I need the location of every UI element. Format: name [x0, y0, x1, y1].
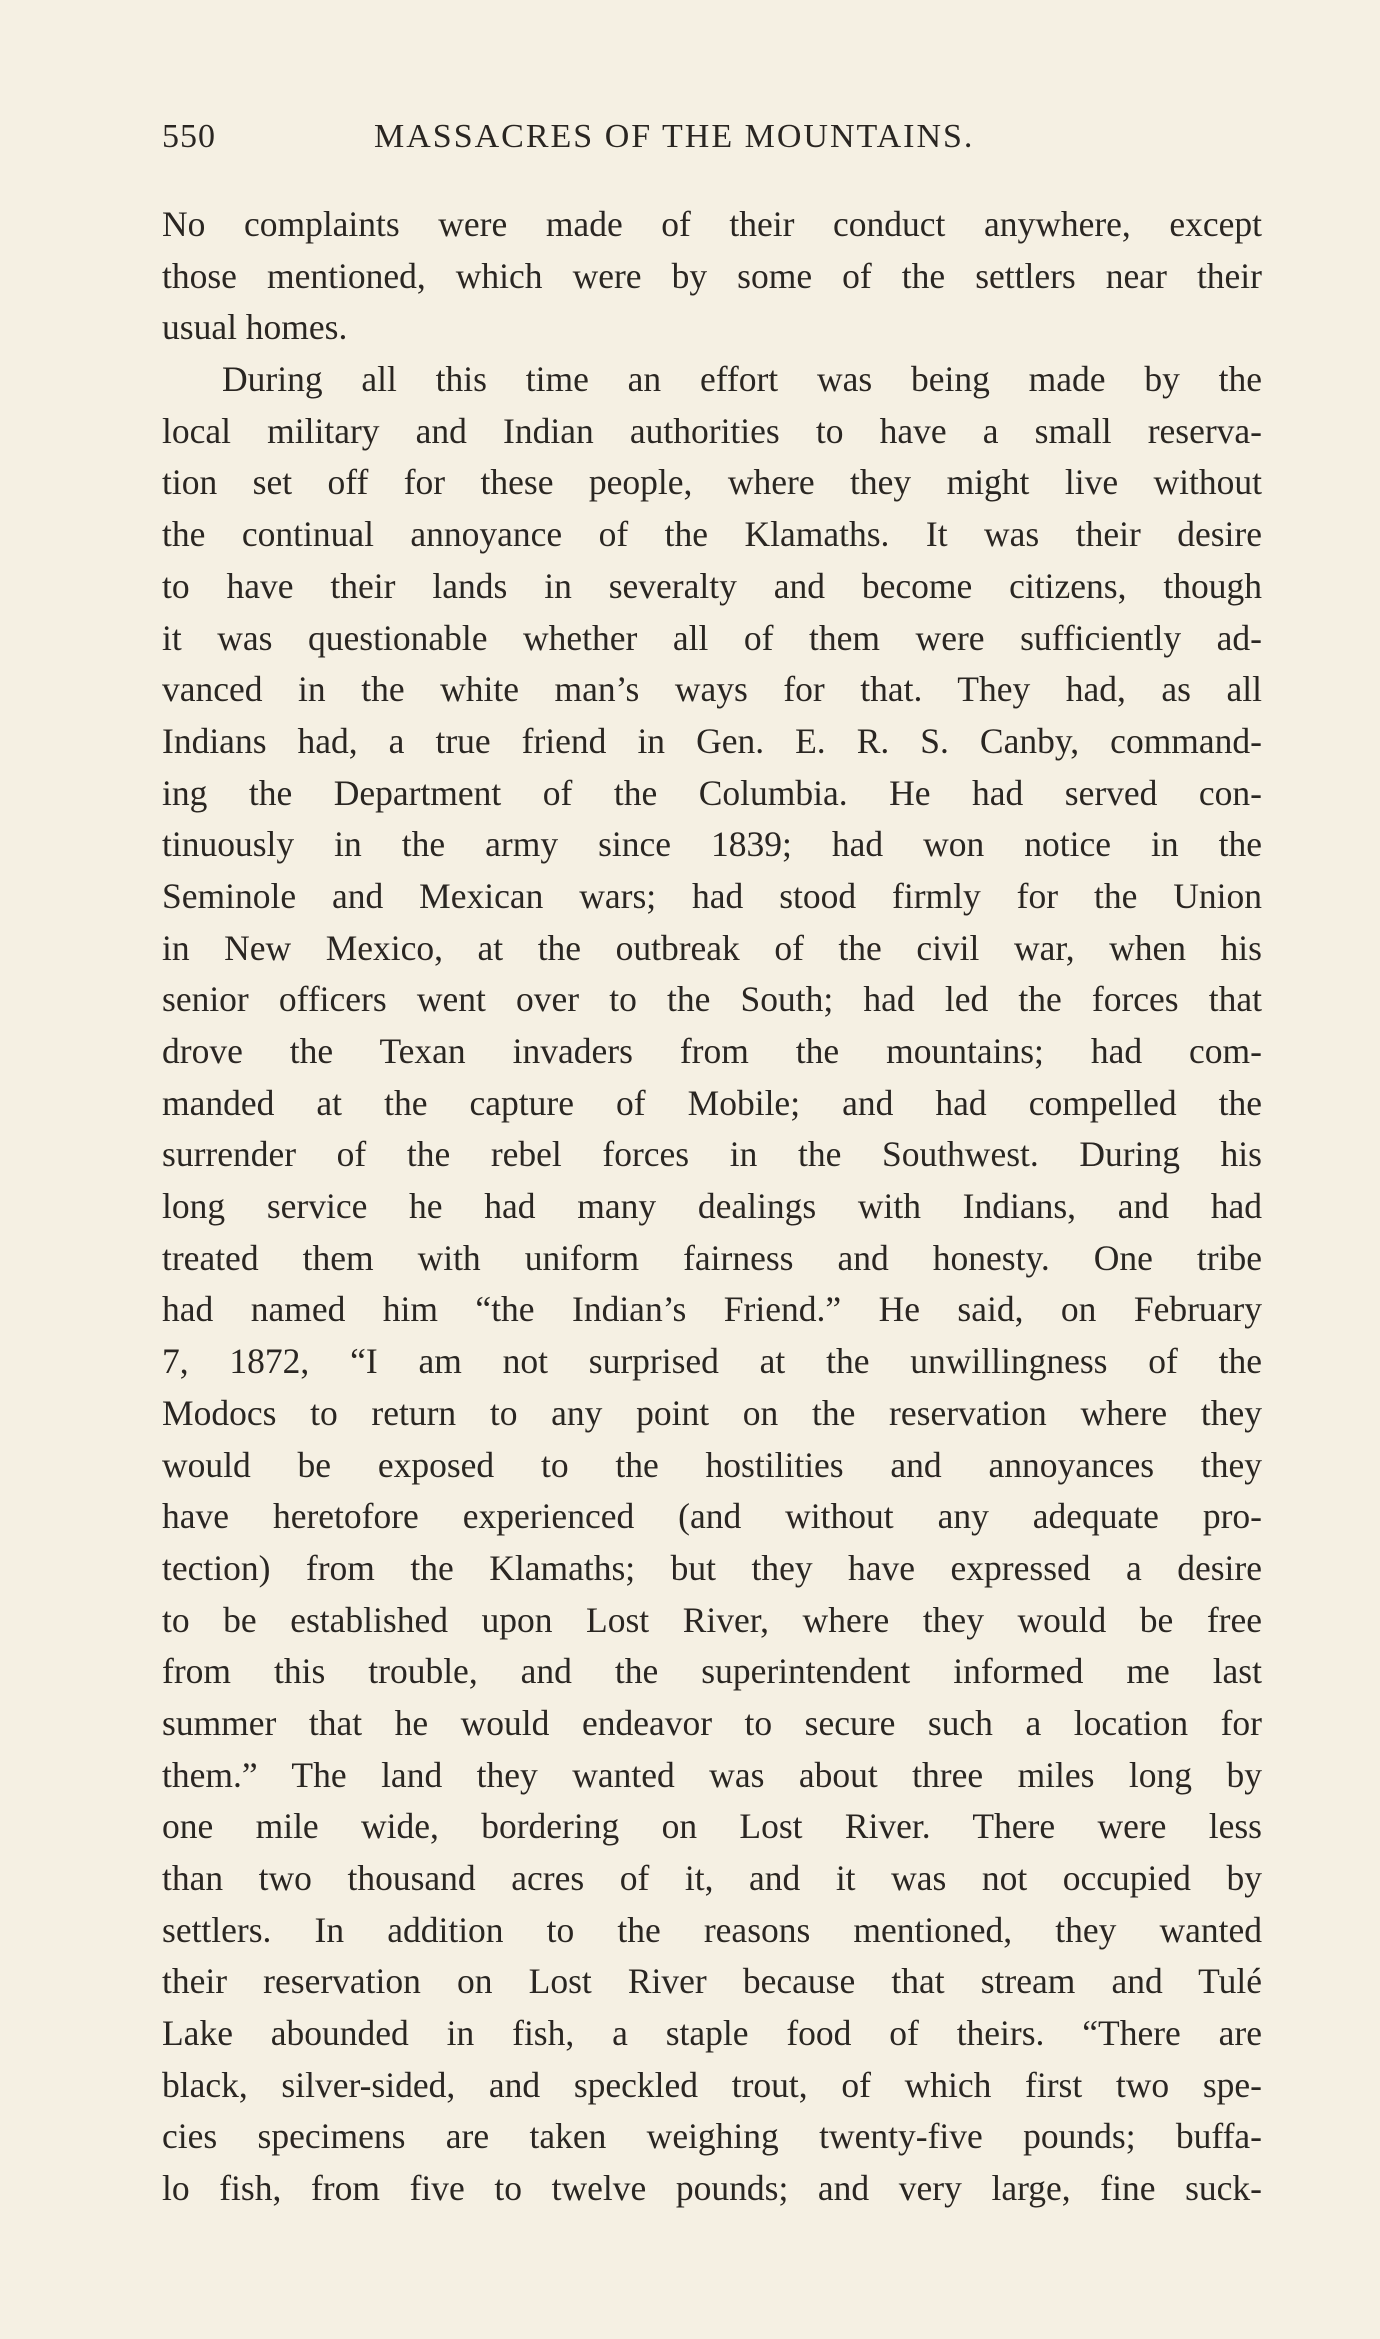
text-line: manded at the capture of Mobile; and had compelled the: [162, 1082, 1262, 1123]
text-line: tection) from the Klamaths; but they have expressed a desire: [162, 1547, 1262, 1588]
text-line: them.” The land they wanted was about three miles long by: [162, 1754, 1262, 1795]
text-line: usual homes.: [162, 307, 348, 348]
text-line: Indians had, a true friend in Gen. E. R. S. Canby, command-: [162, 720, 1262, 761]
text-line: Modocs to return to any point on the reservation where they: [162, 1392, 1262, 1433]
text-line: Seminole and Mexican wars; had stood firmly for the Union: [162, 875, 1262, 916]
text-line: than two thousand acres of it, and it was not occupied by: [162, 1858, 1262, 1898]
text-line: surrender of the rebel forces in the Southwest. During his: [162, 1134, 1262, 1175]
text-line: those mentioned, which were by some of the settlers near their: [162, 255, 1262, 296]
text-line: treated them with uniform fairness and honesty. One tribe: [162, 1237, 1262, 1278]
text-line: ing the Department of the Columbia. He had served con-: [162, 772, 1262, 813]
text-line: black, silver-sided, and speckled trout, of which first two spe-: [162, 2064, 1262, 2105]
text-line: drove the Texan invaders from the mountains; had com-: [162, 1031, 1262, 1071]
text-line: long service he had many dealings with Indians, and had: [162, 1186, 1262, 1227]
page-number: 550: [162, 118, 216, 155]
text-line: senior officers went over to the South; had led the forces that: [162, 979, 1262, 1020]
text-line: summer that he would endeavor to secure such a location for: [162, 1702, 1262, 1743]
text-line: No complaints were made of their conduct anywhere, except: [162, 204, 1262, 244]
text-line: from this trouble, and the superintendent informed me last: [162, 1651, 1262, 1692]
text-line: to be established upon Lost River, where they would be free: [162, 1599, 1262, 1640]
text-line: had named him “the Indian’s Friend.” He said, on February: [162, 1289, 1262, 1330]
text-line: tinuously in the army since 1839; had won notice in the: [162, 824, 1262, 865]
text-line: local military and Indian authorities to have a small reserva-: [162, 410, 1262, 451]
text-line: 7, 1872, “I am not surprised at the unwillingness of the: [162, 1341, 1262, 1382]
text-line: cies specimens are taken weighing twenty-five pounds; buffa-: [162, 2116, 1262, 2157]
page-header: [162, 118, 1262, 168]
body-text: [162, 199, 1262, 2215]
text-line: the continual annoyance of the Klamaths. It was their desire: [162, 514, 1262, 555]
text-line: would be exposed to the hostilities and annoyances they: [162, 1444, 1262, 1485]
text-line: it was questionable whether all of them were sufficiently ad-: [162, 617, 1262, 658]
text-line: to have their lands in severalty and become citizens, though: [162, 565, 1262, 606]
text-line: vanced in the white man’s ways for that. They had, as all: [162, 669, 1262, 710]
text-line: settlers. In addition to the reasons mentioned, they wanted: [162, 1909, 1262, 1950]
text-line: Lake abounded in fish, a staple food of theirs. “There are: [162, 2013, 1262, 2054]
text-line: have heretofore experienced (and without any adequate pro-: [162, 1496, 1262, 1537]
text-line: During all this time an effort was being made by the: [222, 359, 1262, 400]
text-line: one mile wide, bordering on Lost River. There were less: [162, 1806, 1262, 1847]
running-title: MASSACRES OF THE MOUNTAINS.: [374, 118, 975, 155]
text-line: tion set off for these people, where they might live without: [162, 462, 1262, 503]
text-line: in New Mexico, at the outbreak of the civil war, when his: [162, 927, 1262, 968]
text-line: their reservation on Lost River because that stream and Tulé: [162, 1961, 1262, 2002]
text-line: lo fish, from five to twelve pounds; and very large, fine suck-: [162, 2168, 1262, 2209]
